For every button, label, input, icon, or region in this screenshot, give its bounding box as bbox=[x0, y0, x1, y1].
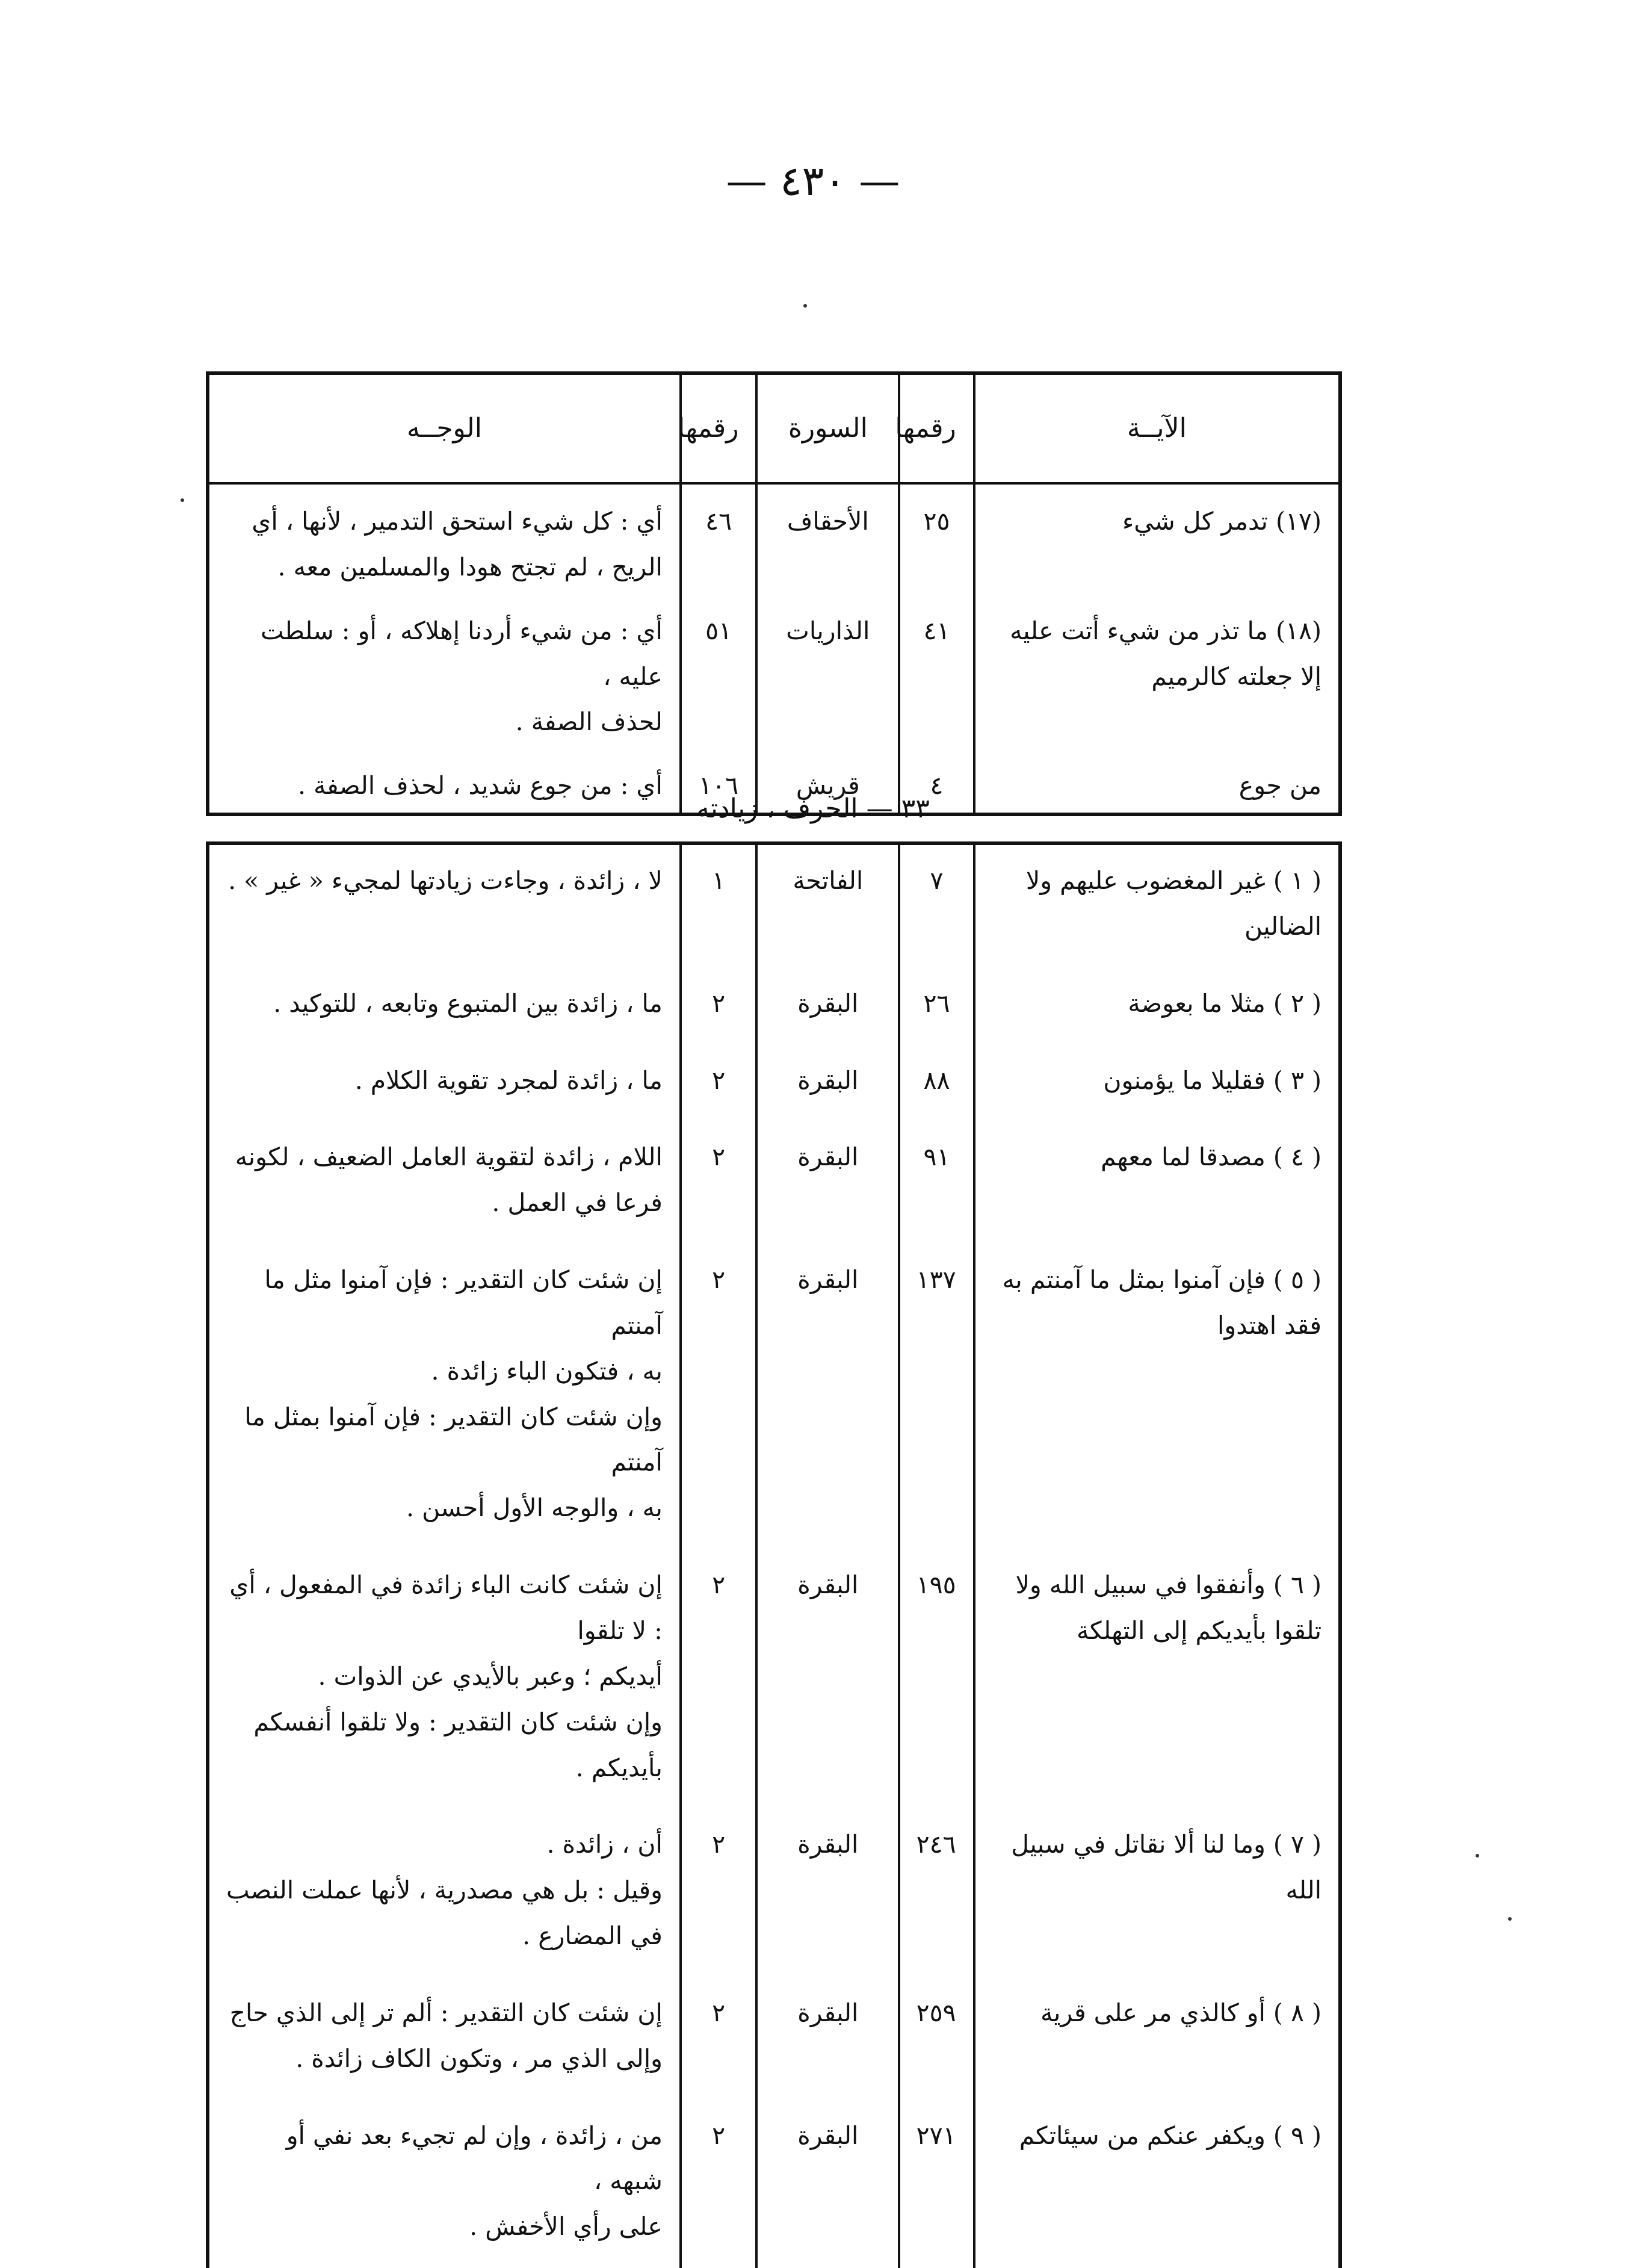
table-row bbox=[208, 2100, 1340, 2268]
wajh-line: بأيديكم . bbox=[575, 1753, 663, 1782]
wajh-text bbox=[208, 1045, 681, 1122]
wajh-line: ما ، زائدة لمجرد تقوية الكلام . bbox=[354, 1065, 663, 1095]
surah-name: الأحقاف bbox=[756, 483, 899, 594]
ayah-number: ١٩٥ bbox=[899, 1549, 974, 1809]
table-row bbox=[208, 1045, 1340, 1122]
wajh-line: لا ، زائدة ، وجاءت زيادتها لمجيء « غير » . bbox=[228, 866, 663, 895]
surah-number: ٢ bbox=[681, 1809, 757, 1977]
surah-name: البقرة bbox=[756, 1045, 899, 1122]
ayah-text: ( ٨ ) أو كالذي مر على قرية bbox=[974, 1977, 1340, 2100]
ayah-number: ٢٥٩ bbox=[899, 1977, 974, 2100]
surah-name: البقرة bbox=[756, 1244, 899, 1549]
surah-name: البقرة bbox=[756, 968, 899, 1045]
wajh-text bbox=[208, 1121, 681, 1244]
ayah-text: ( ٢ ) مثلا ما بعوضة bbox=[974, 968, 1340, 1045]
wajh-text bbox=[208, 1549, 681, 1809]
surah-number: ٢ bbox=[681, 1045, 757, 1122]
surah-name: البقرة bbox=[756, 2100, 899, 2268]
wajh-line: به ، فتكون الباء زائدة . bbox=[431, 1356, 663, 1386]
ayah-text: ( ٧ ) وما لنا ألا نقاتل في سبيل الله bbox=[974, 1809, 1340, 1977]
surah-name: الفاتحة bbox=[756, 843, 899, 968]
ayah-text: (١٨) ما تذر من شيء أتت عليه إلا جعلته كالرميم bbox=[974, 594, 1340, 749]
table-row bbox=[208, 483, 1340, 594]
surah-number: ٢ bbox=[681, 1977, 757, 2100]
ayah-text: (١٧) تدمر كل شيء bbox=[974, 483, 1340, 594]
wajh-line: وإن شئت كان التقدير : ولا تلقوا أنفسكم bbox=[253, 1707, 663, 1737]
surah-number: ٢ bbox=[681, 1121, 757, 1244]
wajh-line: وإلى الذي مر ، وتكون الكاف زائدة . bbox=[295, 2043, 663, 2073]
wajh-line: أي : من شيء أردنا إهلاكه ، أو : سلطت عليه ، bbox=[260, 616, 663, 691]
section-title: ٣٣ — الحرف ، زيادته bbox=[696, 793, 930, 824]
surah-name: قريش bbox=[756, 749, 899, 814]
surah-number: ١ bbox=[681, 843, 757, 968]
table-row bbox=[208, 968, 1340, 1045]
table-row bbox=[208, 1977, 1340, 2100]
surah-name: البقرة bbox=[756, 1977, 899, 2100]
surah-name: الذاريات bbox=[756, 594, 899, 749]
wajh-text bbox=[208, 1977, 681, 2100]
wajh-line: إن شئت كانت الباء زائدة في المفعول ، أي : لا تلقوا bbox=[229, 1570, 663, 1645]
ayah-number: ٧ bbox=[899, 843, 974, 968]
header-ayah: الآيــة bbox=[974, 373, 1340, 483]
ayah-number: ٢٤٦ bbox=[899, 1809, 974, 1977]
surah-name: البقرة bbox=[756, 1809, 899, 1977]
header-surah: السورة bbox=[756, 373, 899, 483]
wajh-line: على رأي الأخفش . bbox=[469, 2212, 663, 2242]
scan-speck bbox=[1508, 1917, 1512, 1921]
surah-number: ١٠٦ bbox=[681, 749, 757, 814]
ayah-number: ٢٦ bbox=[899, 968, 974, 1045]
wajh-text bbox=[208, 594, 681, 749]
header-ayah-number: رقمها bbox=[899, 373, 974, 483]
surah-number: ٢ bbox=[681, 1244, 757, 1549]
table-row bbox=[208, 1549, 1340, 1809]
wajh-line: من ، زائدة ، وإن لم تجيء بعد نفي أو شبهه ، bbox=[286, 2121, 663, 2196]
surah-number: ٥١ bbox=[681, 594, 757, 749]
wajh-line: إن شئت كان التقدير : فإن آمنوا مثل ما آمنتم bbox=[264, 1265, 663, 1340]
ayah-text: ( ٤ ) مصدقا لما معهم bbox=[974, 1121, 1340, 1244]
table-row bbox=[208, 1121, 1340, 1244]
table-row bbox=[208, 843, 1340, 968]
ayah-number: ٤١ bbox=[899, 594, 974, 749]
wajh-text bbox=[208, 1244, 681, 1549]
table-row bbox=[208, 594, 1340, 749]
wajh-text bbox=[208, 843, 681, 968]
wajh-line: به ، والوجه الأول أحسن . bbox=[406, 1493, 663, 1523]
ayah-text: ( ٥ ) فإن آمنوا بمثل ما آمنتم به فقد اهتدوا bbox=[974, 1244, 1340, 1549]
ayah-number: ٢٥ bbox=[899, 483, 974, 594]
scan-speck bbox=[803, 304, 807, 308]
wajh-line: في المضارع . bbox=[522, 1921, 663, 1951]
table-row bbox=[208, 1244, 1340, 1549]
wajh-text bbox=[208, 1809, 681, 1977]
surah-number: ٢ bbox=[681, 2100, 757, 2268]
ayah-number: ٤ bbox=[899, 749, 974, 814]
ayah-number: ٩١ bbox=[899, 1121, 974, 1244]
ayah-text: من جوع bbox=[974, 749, 1340, 814]
ayah-number: ٨٨ bbox=[899, 1045, 974, 1122]
ayah-text: ( ٦ ) وأنفقوا في سبيل الله ولا تلقوا بأيديكم إلى التهلكة bbox=[974, 1549, 1340, 1809]
wajh-line: وقيل : بل هي مصدرية ، لأنها عملت النصب bbox=[226, 1876, 663, 1905]
wajh-line: إن شئت كان التقدير : ألم تر إلى الذي حاج bbox=[229, 1998, 663, 2027]
wajh-text bbox=[208, 968, 681, 1045]
table-header-row bbox=[208, 373, 1340, 483]
wajh-line: لحذف الصفة . bbox=[515, 707, 663, 737]
index-table-letter-addition bbox=[206, 841, 1342, 2268]
wajh-line: ما ، زائدة بين المتبوع وتابعه ، للتوكيد . bbox=[273, 988, 663, 1018]
page-number: — ٤٣٠ — bbox=[726, 158, 900, 205]
wajh-line: فرعا في العمل . bbox=[492, 1188, 663, 1218]
index-table-deletion bbox=[206, 371, 1342, 816]
surah-number: ٢ bbox=[681, 1549, 757, 1809]
surah-number: ٢ bbox=[681, 968, 757, 1045]
surah-name: البقرة bbox=[756, 1549, 899, 1809]
wajh-line: أي : من جوع شديد ، لحذف الصفة . bbox=[297, 771, 663, 801]
scan-speck bbox=[181, 498, 184, 502]
wajh-line: الريح ، لم تجتح هودا والمسلمين معه . bbox=[277, 552, 663, 581]
surah-name: البقرة bbox=[756, 1121, 899, 1244]
surah-number: ٤٦ bbox=[681, 483, 757, 594]
header-surah-number: رقمها bbox=[681, 373, 757, 483]
wajh-line: وإن شئت كان التقدير : فإن آمنوا بمثل ما آمنتم bbox=[244, 1402, 663, 1477]
wajh-text bbox=[208, 483, 681, 594]
scan-speck bbox=[1476, 1854, 1479, 1857]
ayah-number: ١٣٧ bbox=[899, 1244, 974, 1549]
wajh-text bbox=[208, 2100, 681, 2268]
ayah-text: ( ١ ) غير المغضوب عليهم ولا الضالين bbox=[974, 843, 1340, 968]
ayah-number: ٢٧١ bbox=[899, 2100, 974, 2268]
wajh-line: أي : كل شيء استحق التدمير ، لأنها ، أي bbox=[252, 507, 663, 536]
wajh-line: أن ، زائدة . bbox=[546, 1830, 663, 1859]
table-row bbox=[208, 1809, 1340, 1977]
wajh-line: أيديكم ؛ وعبر بالأيدي عن الذوات . bbox=[318, 1661, 663, 1691]
wajh-line: اللام ، زائدة لتقوية العامل الضعيف ، لكونه bbox=[235, 1142, 663, 1172]
header-wajh: الوجــه bbox=[208, 373, 681, 483]
ayah-text: ( ٩ ) ويكفر عنكم من سيئاتكم bbox=[974, 2100, 1340, 2268]
ayah-text: ( ٣ ) فقليلا ما يؤمنون bbox=[974, 1045, 1340, 1122]
